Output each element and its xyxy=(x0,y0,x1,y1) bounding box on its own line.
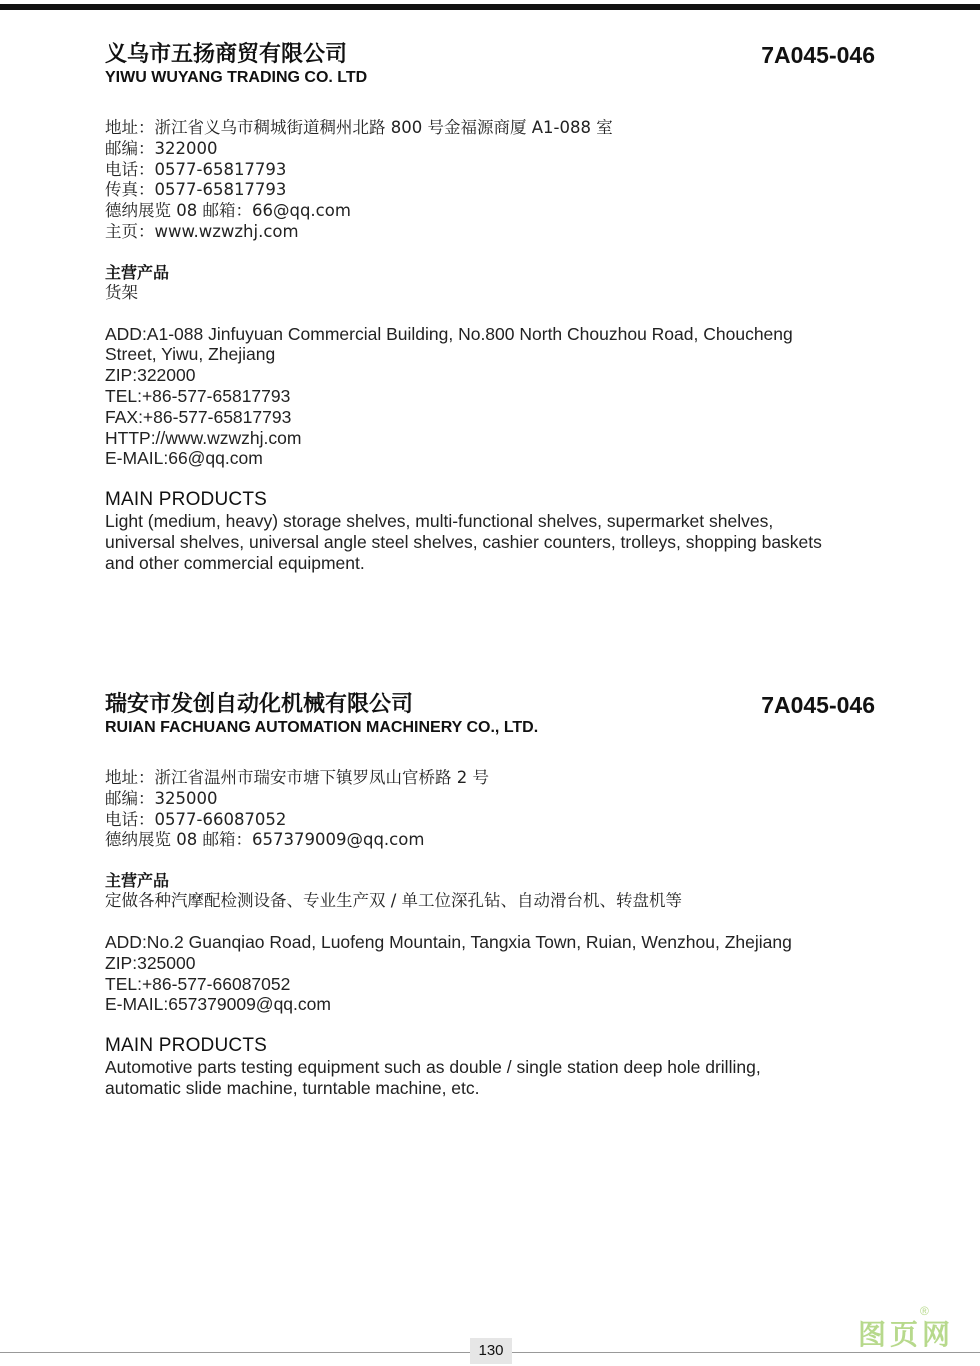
en-products-line-3: and other commercial equipment. xyxy=(105,552,365,573)
en-tel: TEL:+86-577-66087052 xyxy=(105,973,291,994)
booth-code: 7A045-046 xyxy=(761,692,875,718)
cn-contact-block xyxy=(105,118,885,243)
en-zip: ZIP:325000 xyxy=(105,952,196,973)
en-email: E-MAIL:66@qq.com xyxy=(105,448,263,469)
booth-code: 7A045-046 xyxy=(761,42,875,68)
en-zip: ZIP:322000 xyxy=(105,365,196,386)
en-products-text xyxy=(105,511,885,573)
registered-mark: ® xyxy=(920,1304,929,1318)
cn-zip: 邮编：322000 xyxy=(105,138,218,158)
company-en-name: RUIAN FACHUANG AUTOMATION MACHINERY CO., LTD. xyxy=(105,719,539,736)
cn-products-label: 主营产品 xyxy=(105,871,170,891)
cn-products: 货架 xyxy=(105,282,138,302)
watermark-logo: 图页网 xyxy=(858,1318,955,1351)
footer-rule-right xyxy=(512,1352,980,1353)
en-products-block xyxy=(105,1035,885,1099)
top-rule xyxy=(0,4,980,10)
company-entry-1 xyxy=(105,42,885,574)
cn-products-block xyxy=(105,871,885,912)
en-products-label: MAIN PRODUCTS xyxy=(105,1035,267,1057)
cn-email: 德纳展览 08 邮箱：657379009@qq.com xyxy=(105,830,425,850)
en-address-line-1: ADD:A1-088 Jinfuyuan Commercial Building, No.800 North Chouzhou Road, Choucheng xyxy=(105,323,793,344)
cn-products-label: 主营产品 xyxy=(105,262,170,282)
footer-rule-left xyxy=(0,1352,470,1353)
company-en-name: YIWU WUYANG TRADING CO. LTD xyxy=(105,69,368,86)
en-products-line-2: automatic slide machine, turntable machine, etc. xyxy=(105,1077,480,1098)
cn-contact-block xyxy=(105,768,885,851)
cn-phone: 电话：0577-66087052 xyxy=(105,809,287,829)
en-products-line-1: Automotive parts testing equipment such as double / single station deep hole drilling, xyxy=(105,1057,761,1078)
cn-address: 地址：浙江省温州市瑞安市塘下镇罗凤山官桥路 2 号 xyxy=(105,768,489,787)
company-cn-name: 瑞安市发创自动化机械有限公司 xyxy=(105,692,414,717)
cn-address: 地址：浙江省义乌市稠城街道稠州北路 800 号金福源商厦 A1-088 室 xyxy=(105,118,613,137)
en-address: ADD:No.2 Guanqiao Road, Luofeng Mountain, Tangxia Town, Ruian, Wenzhou, Zhejiang xyxy=(105,931,792,952)
en-fax: FAX:+86-577-65817793 xyxy=(105,406,292,427)
en-products-line-1: Light (medium, heavy) storage shelves, multi-functional shelves, supermarket shelves, xyxy=(105,511,774,532)
en-products-text xyxy=(105,1057,885,1099)
company-entry-2 xyxy=(105,692,885,1099)
en-contact-block xyxy=(105,932,885,1015)
cn-homepage: 主页：www.wzwzhj.com xyxy=(105,221,299,241)
en-products-label: MAIN PRODUCTS xyxy=(105,489,267,511)
cn-email: 德纳展览 08 邮箱：66@qq.com xyxy=(105,201,351,221)
company-cn-name: 义乌市五扬商贸有限公司 xyxy=(105,42,348,67)
cn-products-block xyxy=(105,263,885,304)
cn-phone: 电话：0577-65817793 xyxy=(105,159,287,179)
en-address-line-2: Street, Yiwu, Zhejiang xyxy=(105,344,276,365)
page-number: 130 xyxy=(470,1338,512,1364)
cn-zip: 邮编：325000 xyxy=(105,788,218,808)
cn-products: 定做各种汽摩配检测设备、专业生产双 / 单工位深孔钻、自动滑台机、转盘机等 xyxy=(105,891,683,911)
en-products-block xyxy=(105,489,885,573)
en-products-line-2: universal shelves, universal angle steel shelves, cashier counters, trolleys, shopping baskets xyxy=(105,531,822,552)
en-http: HTTP://www.wzwzhj.com xyxy=(105,427,302,448)
en-tel: TEL:+86-577-65817793 xyxy=(105,385,291,406)
en-email: E-MAIL:657379009@qq.com xyxy=(105,994,331,1015)
cn-fax: 传真：0577-65817793 xyxy=(105,180,287,200)
en-contact-block xyxy=(105,324,885,470)
